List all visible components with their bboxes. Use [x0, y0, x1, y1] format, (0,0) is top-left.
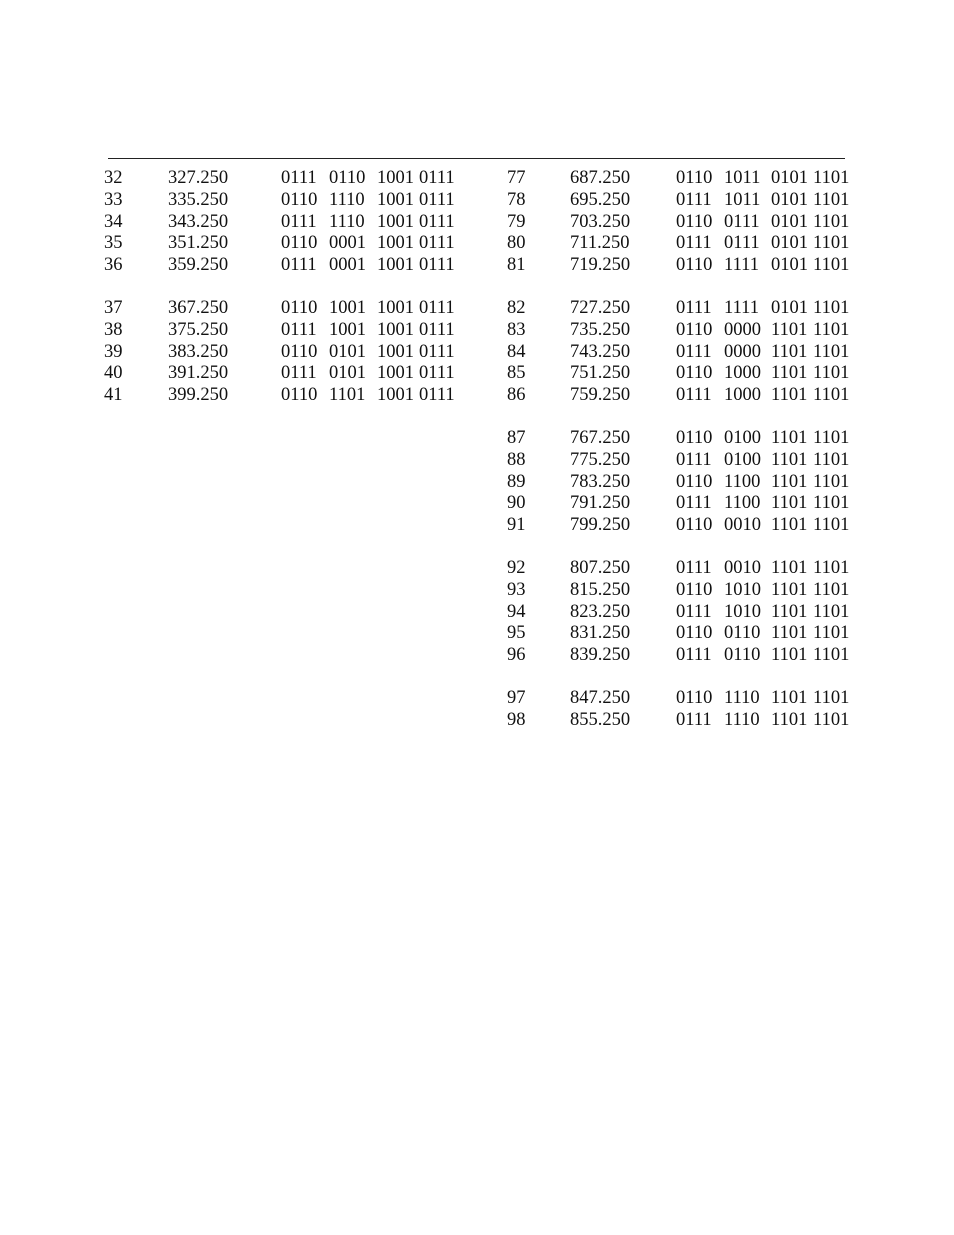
code-nibble: 1101 — [329, 385, 366, 406]
frequency-value: 687.250 — [570, 168, 631, 188]
frequency-value: 359.250 — [168, 255, 229, 276]
channel-number: 77 — [507, 168, 526, 188]
code-nibble: 1010 — [724, 601, 761, 622]
frequency-value: 847.250 — [570, 687, 631, 708]
code-nibble: 0101 — [771, 211, 808, 232]
code-nibble: 1101 — [813, 385, 850, 406]
code-nibble: 1101 — [771, 471, 808, 492]
code-nibble: 0110 — [724, 623, 761, 644]
code-nibble: 0110 — [281, 189, 318, 210]
code-nibble: 1000 — [724, 385, 761, 406]
code-nibble: 0010 — [724, 557, 761, 578]
code-nibble: 0001 — [329, 233, 366, 254]
code-nibble: 0111 — [419, 297, 455, 318]
code-nibble: 0111 — [281, 168, 317, 188]
code-nibble: 0111 — [419, 168, 455, 188]
code-nibble: 1101 — [771, 385, 808, 406]
code-nibble: 0111 — [676, 493, 712, 514]
code-nibble: 1010 — [724, 579, 761, 600]
code-nibble: 1101 — [771, 341, 808, 362]
channel-number: 94 — [507, 601, 526, 622]
code-nibble: 0111 — [676, 385, 712, 406]
channel-number: 91 — [507, 515, 526, 536]
code-nibble: 0110 — [676, 319, 713, 340]
code-nibble: 1101 — [771, 557, 808, 578]
channel-number: 40 — [104, 363, 123, 384]
code-nibble: 0111 — [676, 645, 712, 666]
channel-number: 98 — [507, 709, 526, 730]
code-nibble: 0111 — [419, 319, 455, 340]
frequency-value: 767.250 — [570, 427, 631, 448]
code-nibble: 0110 — [676, 255, 713, 276]
code-nibble: 0101 — [771, 233, 808, 254]
code-nibble: 1101 — [771, 623, 808, 644]
frequency-value: 783.250 — [570, 471, 631, 492]
frequency-value: 335.250 — [168, 189, 229, 210]
code-nibble: 1111 — [724, 255, 759, 276]
code-nibble: 1101 — [813, 645, 850, 666]
code-nibble: 0110 — [676, 211, 713, 232]
code-nibble: 1101 — [771, 579, 808, 600]
code-nibble: 0110 — [676, 168, 713, 188]
code-nibble: 1001 — [377, 189, 414, 210]
code-nibble: 1101 — [813, 233, 850, 254]
code-nibble: 1101 — [813, 211, 850, 232]
code-nibble: 1110 — [329, 189, 365, 210]
frequency-value: 839.250 — [570, 645, 631, 666]
code-nibble: 1101 — [771, 493, 808, 514]
code-nibble: 1101 — [813, 449, 850, 470]
code-nibble: 1001 — [377, 168, 414, 188]
frequency-value: 391.250 — [168, 363, 229, 384]
code-nibble: 0101 — [771, 168, 808, 188]
code-nibble: 0111 — [676, 709, 712, 730]
code-nibble: 1100 — [724, 471, 761, 492]
frequency-value: 727.250 — [570, 297, 631, 318]
code-nibble: 1101 — [813, 255, 850, 276]
code-nibble: 0110 — [281, 297, 318, 318]
code-nibble: 0110 — [676, 363, 713, 384]
code-nibble: 0111 — [419, 341, 455, 362]
channel-number: 93 — [507, 579, 526, 600]
code-nibble: 0110 — [281, 385, 318, 406]
code-nibble: 0111 — [419, 255, 455, 276]
code-nibble: 0100 — [724, 427, 761, 448]
code-nibble: 1101 — [813, 623, 850, 644]
channel-number: 83 — [507, 319, 526, 340]
code-nibble: 1101 — [771, 319, 808, 340]
code-nibble: 1101 — [771, 427, 808, 448]
code-nibble: 1001 — [377, 211, 414, 232]
code-nibble: 1011 — [724, 168, 761, 188]
code-nibble: 1101 — [813, 319, 850, 340]
channel-number: 81 — [507, 255, 526, 276]
code-nibble: 1101 — [813, 341, 850, 362]
code-nibble: 0110 — [676, 515, 713, 536]
frequency-value: 351.250 — [168, 233, 229, 254]
frequency-value: 695.250 — [570, 189, 631, 210]
frequency-value: 751.250 — [570, 363, 631, 384]
channel-number: 41 — [104, 385, 123, 406]
frequency-value: 799.250 — [570, 515, 631, 536]
code-nibble: 1101 — [813, 168, 850, 188]
code-nibble: 1110 — [724, 687, 760, 708]
channel-number: 36 — [104, 255, 123, 276]
code-nibble: 0111 — [419, 363, 455, 384]
channel-number: 92 — [507, 557, 526, 578]
frequency-value: 703.250 — [570, 211, 631, 232]
code-nibble: 1101 — [771, 449, 808, 470]
channel-number: 34 — [104, 211, 123, 232]
code-nibble: 1110 — [724, 709, 760, 730]
frequency-value: 327.250 — [168, 168, 229, 188]
code-nibble: 1101 — [771, 687, 808, 708]
channel-number: 33 — [104, 189, 123, 210]
channel-number: 84 — [507, 341, 526, 362]
code-nibble: 0111 — [676, 449, 712, 470]
code-nibble: 1101 — [771, 515, 808, 536]
code-nibble: 1001 — [377, 233, 414, 254]
code-nibble: 0111 — [419, 385, 455, 406]
frequency-value: 743.250 — [570, 341, 631, 362]
channel-number: 95 — [507, 623, 526, 644]
code-nibble: 1111 — [724, 297, 759, 318]
channel-number: 39 — [104, 341, 123, 362]
frequency-value: 719.250 — [570, 255, 631, 276]
code-nibble: 0001 — [329, 255, 366, 276]
frequency-value: 343.250 — [168, 211, 229, 232]
channel-number: 35 — [104, 233, 123, 254]
code-nibble: 0111 — [676, 601, 712, 622]
channel-number: 90 — [507, 493, 526, 514]
code-nibble: 0110 — [676, 427, 713, 448]
code-nibble: 1100 — [724, 493, 761, 514]
code-nibble: 0101 — [329, 341, 366, 362]
code-nibble: 1101 — [771, 645, 808, 666]
code-nibble: 0111 — [419, 211, 455, 232]
code-nibble: 0111 — [281, 211, 317, 232]
code-nibble: 0111 — [676, 341, 712, 362]
code-nibble: 0111 — [419, 233, 455, 254]
code-nibble: 1000 — [724, 363, 761, 384]
channel-number: 97 — [507, 687, 526, 708]
channel-number: 86 — [507, 385, 526, 406]
code-nibble: 0110 — [676, 687, 713, 708]
code-nibble: 0110 — [281, 233, 318, 254]
code-nibble: 0111 — [724, 211, 760, 232]
code-nibble: 0110 — [676, 579, 713, 600]
code-nibble: 1001 — [377, 255, 414, 276]
code-nibble: 0110 — [329, 168, 366, 188]
code-nibble: 1001 — [329, 319, 366, 340]
channel-number: 80 — [507, 233, 526, 254]
frequency-value: 759.250 — [570, 385, 631, 406]
code-nibble: 1101 — [813, 601, 850, 622]
code-nibble: 1110 — [329, 211, 365, 232]
channel-number: 85 — [507, 363, 526, 384]
frequency-value: 711.250 — [570, 233, 630, 254]
code-nibble: 1001 — [377, 341, 414, 362]
code-nibble: 1001 — [377, 297, 414, 318]
code-nibble: 1101 — [813, 579, 850, 600]
code-nibble: 1101 — [771, 363, 808, 384]
code-nibble: 1001 — [377, 319, 414, 340]
code-nibble: 1101 — [813, 427, 850, 448]
channel-number: 96 — [507, 645, 526, 666]
code-nibble: 1101 — [813, 557, 850, 578]
frequency-value: 791.250 — [570, 493, 631, 514]
code-nibble: 1001 — [377, 363, 414, 384]
code-nibble: 0110 — [281, 341, 318, 362]
code-nibble: 0111 — [724, 233, 760, 254]
code-nibble: 0111 — [676, 189, 712, 210]
code-nibble: 0111 — [419, 189, 455, 210]
code-nibble: 0000 — [724, 319, 761, 340]
code-nibble: 0111 — [676, 557, 712, 578]
frequency-value: 383.250 — [168, 341, 229, 362]
code-nibble: 0110 — [676, 471, 713, 492]
code-nibble: 1101 — [813, 515, 850, 536]
channel-number: 38 — [104, 319, 123, 340]
frequency-value: 823.250 — [570, 601, 631, 622]
code-nibble: 1011 — [724, 189, 761, 210]
code-nibble: 0111 — [281, 363, 317, 384]
code-nibble: 0101 — [771, 189, 808, 210]
code-nibble: 0110 — [676, 623, 713, 644]
code-nibble: 1001 — [377, 385, 414, 406]
channel-number: 37 — [104, 297, 123, 318]
code-nibble: 1101 — [813, 471, 850, 492]
frequency-value: 735.250 — [570, 319, 631, 340]
frequency-value: 775.250 — [570, 449, 631, 470]
channel-number: 32 — [104, 168, 123, 188]
code-nibble: 1001 — [329, 297, 366, 318]
code-nibble: 0110 — [724, 645, 761, 666]
code-nibble: 0101 — [329, 363, 366, 384]
frequency-value: 831.250 — [570, 623, 631, 644]
code-nibble: 0100 — [724, 449, 761, 470]
channel-number: 78 — [507, 189, 526, 210]
code-nibble: 0101 — [771, 297, 808, 318]
frequency-value: 399.250 — [168, 385, 229, 406]
code-nibble: 1101 — [813, 493, 850, 514]
code-nibble: 1101 — [813, 363, 850, 384]
code-nibble: 1101 — [813, 709, 850, 730]
code-nibble: 1101 — [771, 601, 808, 622]
code-nibble: 0111 — [281, 255, 317, 276]
frequency-value: 375.250 — [168, 319, 229, 340]
table-top-rule — [108, 158, 845, 159]
code-nibble: 0000 — [724, 341, 761, 362]
frequency-value: 855.250 — [570, 709, 631, 730]
code-nibble: 1101 — [813, 297, 850, 318]
channel-number: 79 — [507, 211, 526, 232]
code-nibble: 1101 — [813, 687, 850, 708]
code-nibble: 0111 — [281, 319, 317, 340]
code-nibble: 0101 — [771, 255, 808, 276]
frequency-value: 367.250 — [168, 297, 229, 318]
frequency-value: 807.250 — [570, 557, 631, 578]
code-nibble: 0010 — [724, 515, 761, 536]
channel-number: 89 — [507, 471, 526, 492]
code-nibble: 0111 — [676, 233, 712, 254]
channel-number: 82 — [507, 297, 526, 318]
channel-number: 88 — [507, 449, 526, 470]
channel-number: 87 — [507, 427, 526, 448]
code-nibble: 1101 — [813, 189, 850, 210]
code-nibble: 0111 — [676, 297, 712, 318]
frequency-value: 815.250 — [570, 579, 631, 600]
code-nibble: 1101 — [771, 709, 808, 730]
